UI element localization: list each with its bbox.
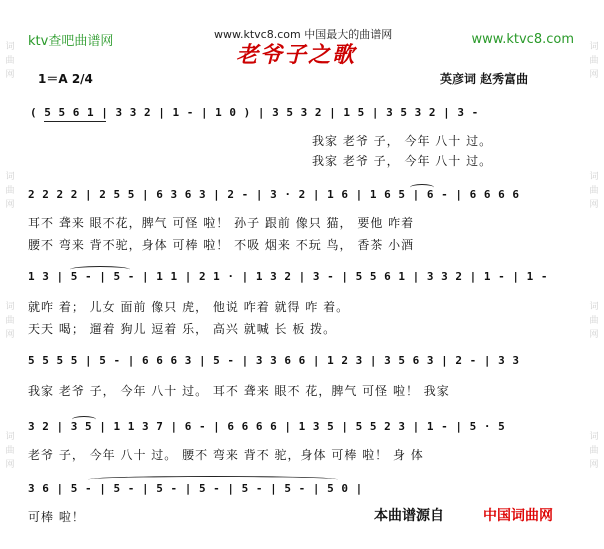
key-signature: 1＝A 2/4 [38,72,93,86]
score-row-4-lyrics: 我家 老爷 子， 今年 八十 过。 耳不 聋来 眼不 花，脾气 可怪 啦！ 我家 [28,384,450,398]
watermark-left-3: 词曲网 [5,302,15,340]
tie-mark [410,184,434,191]
source-site-link[interactable]: 中国词曲网 [483,508,553,524]
site-url-right[interactable]: www.ktvc8.com [471,32,574,47]
watermark-left-2: 词曲网 [5,172,15,210]
score-row-1-lyrics-1: 我家 老爷 子， 今年 八十 过。 [312,134,493,148]
watermark-right-3: 词曲网 [589,302,599,340]
source-label: 本曲谱源自 [374,508,444,524]
tie-mark [72,416,96,423]
tie-mark-long [88,476,338,483]
score-row-1-notes: ( 5 5 6 1 | 3 3 2 | 1 - | 1 0 ) | 3 5 3 2 | 1 5 | 3 5 3 2 | 3 - [30,106,479,119]
score-row-3-notes: 1 3 | 5 - | 5 - | 1 1 | 2 1 · | 1 3 2 | 3 - | 5 5 6 1 | 3 3 2 | 1 - | 1 - [28,270,548,283]
song-title: 老爷子之歌 [236,42,357,68]
watermark-right-4: 词曲网 [589,432,599,470]
score-row-4-notes: 5 5 5 5 | 5 - | 6 6 6 3 | 5 - | 3 3 6 6 | 1 2 3 | 3 5 6 3 | 2 - | 3 3 [28,354,520,367]
score-row-1-lyrics-2: 我家 老爷 子， 今年 八十 过。 [312,154,493,168]
tie-mark [70,266,130,273]
site-banner-center[interactable]: www.ktvc8.com 中国最大的曲谱网 [214,28,393,41]
site-name-left[interactable]: ktv查吧曲谱网 [28,34,114,49]
score-row-3-lyrics-1: 就咋 着； 儿女 面前 像只 虎， 他说 咋着 就得 咋 着。 [28,300,350,314]
score-row-5-notes: 3 2 | 3 5 | 1 1 3 7 | 6 - | 6 6 6 6 | 1 3 5 | 5 5 2 3 | 1 - | 5 · 5 [28,420,506,433]
watermark-left-4: 词曲网 [5,432,15,470]
score-row-6-notes: 3 6 | 5 - | 5 - | 5 - | 5 - | 5 - | 5 - | 5 0 | [28,482,363,495]
watermark-right-2: 词曲网 [589,172,599,210]
watermark-left-1: 词曲网 [5,42,15,80]
score-row-3-lyrics-2: 天天 喝； 遛着 狗儿 逗着 乐， 高兴 就喊 长 板 拨。 [28,322,337,336]
score-row-6-lyrics: 可棒 啦！ [28,510,85,524]
score-row-5-lyrics: 老爷 子， 今年 八十 过。 腰不 弯来 背不 驼，身体 可棒 啦！ 身 体 [28,448,424,462]
score-row-2-notes: 2 2 2 2 | 2 5 5 | 6 3 6 3 | 2 - | 3 · 2 | 1 6 | 1 6 5 | 6 - | 6 6 6 6 [28,188,520,201]
song-credits: 英彦词 赵秀富曲 [440,72,529,86]
score-row-2-lyrics-1: 耳不 聋来 眼不花，脾气 可怪 啦！ 孙子 跟前 像只 猫， 要他 咋着 [28,216,415,230]
score-row-2-lyrics-2: 腰不 弯来 背不驼，身体 可棒 啦！ 不吸 烟来 不玩 鸟， 香茶 小酒 [28,238,415,252]
watermark-right-1: 词曲网 [589,42,599,80]
beam-line [44,121,106,122]
